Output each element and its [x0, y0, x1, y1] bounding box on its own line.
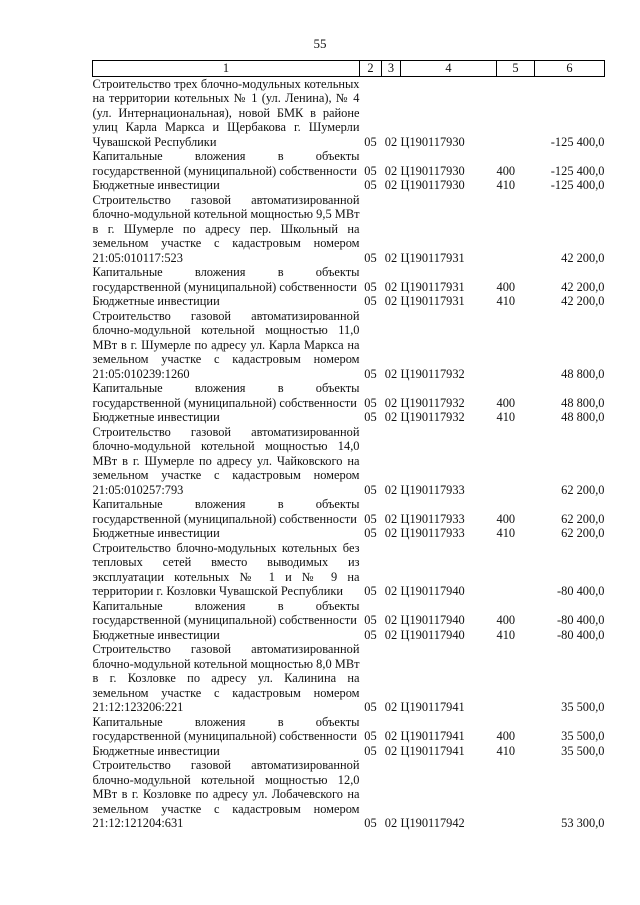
table-row: [93, 497, 605, 526]
row-amount-cell: 48 800,0: [561, 410, 605, 424]
row-subsection-cell: 02: [384, 134, 398, 149]
row-code-cell: Ц190117940: [400, 627, 465, 642]
row-name-cell: Строительство трех блочно-модульных котельных на территории котельных № 1 (ул. Ленина), № 4 (ул. Интернациональная), новой БМК в районе улиц Карла Маркса и Щербакова г. Шумерли Чувашской Республики: [92, 76, 360, 149]
row-name-cell: Капитальные вложения в объекты государственной (муниципальной) собственности: [92, 598, 360, 627]
row-subsection-cell: 02: [384, 729, 398, 743]
row-subsection-cell: 02: [384, 816, 398, 830]
row-section-cell: 05: [364, 294, 377, 308]
row-subsection-cell: 02: [384, 627, 398, 642]
row-code-cell: Ц190117930: [400, 163, 465, 178]
row-section-cell: 05: [364, 482, 377, 497]
row-section-cell: 05: [364, 134, 377, 149]
row-name-cell: Бюджетные инвестиции: [92, 743, 220, 758]
row-expense-type-cell: 400: [496, 613, 516, 627]
table-row: [93, 309, 605, 382]
row-subsection-cell: 02: [384, 613, 398, 627]
table-row: [93, 425, 605, 498]
row-amount-cell: 42 200,0: [561, 279, 605, 294]
row-amount-cell: 42 200,0: [561, 294, 605, 308]
row-code-cell: Ц190117942: [400, 816, 465, 830]
row-expense-type-cell: [497, 541, 535, 599]
row-amount-cell: 62 200,0: [561, 482, 605, 497]
row-code-cell: Ц190117930: [400, 134, 465, 149]
row-amount-cell: 42 200,0: [561, 250, 605, 265]
row-expense-type-cell: [497, 309, 535, 382]
row-name-cell: Капитальные вложения в объекты государственной (муниципальной) собственности: [92, 497, 360, 526]
row-code-cell: Ц190117930: [400, 178, 465, 192]
header-cell: 2: [360, 61, 382, 77]
row-section-cell: 05: [364, 613, 377, 627]
row-code-cell: Ц190117931: [400, 250, 465, 265]
row-code-cell: Ц190117932: [400, 410, 465, 424]
row-subsection-cell: 02: [384, 482, 398, 497]
row-expense-type-cell: 400: [496, 279, 516, 294]
row-name-cell: Капитальные вложения в объекты государственной (муниципальной) собственности: [92, 381, 360, 410]
row-code-cell: Ц190117932: [400, 366, 465, 381]
row-section-cell: 05: [364, 279, 377, 294]
row-code-cell: Ц190117941: [400, 700, 465, 714]
table-row: [93, 715, 605, 744]
table-row: [93, 599, 605, 628]
row-subsection-cell: 02: [384, 178, 398, 192]
row-subsection-cell: 02: [384, 526, 398, 540]
row-name-cell: Строительство газовой автоматизированной блочно-модульной котельной мощностью 9,5 МВт в г. Шумерле по адресу пер. Школьный на земельном участке с кадастровым номером 21:05:010117:523: [92, 192, 360, 265]
row-name-cell: Капитальные вложения в объекты государственной (муниципальной) собственности: [92, 714, 360, 743]
row-amount-cell: 53 300,0: [561, 816, 605, 830]
table-row: [93, 178, 605, 193]
header-cell: 5: [497, 61, 535, 77]
table-row: [93, 628, 605, 643]
row-expense-type-cell: 410: [496, 743, 516, 758]
row-expense-type-cell: 410: [496, 526, 516, 540]
row-section-cell: 05: [364, 743, 377, 758]
row-expense-type-cell: 410: [496, 410, 516, 424]
row-expense-type-cell: 410: [496, 178, 516, 192]
row-subsection-cell: 02: [384, 395, 398, 410]
row-name-cell: Капитальные вложения в объекты государственной (муниципальной) собственности: [92, 149, 360, 178]
row-subsection-cell: 02: [384, 163, 398, 178]
row-code-cell: Ц190117931: [400, 294, 465, 308]
row-section-cell: 05: [364, 700, 377, 714]
row-name-cell: Строительство газовой автоматизированной блочно-модульной котельной мощностью 8,0 МВт в г. Козловке по адресу ул. Калинина на земельном участке с кадастровым номером 21:12:123206:221: [92, 642, 360, 714]
row-section-cell: 05: [364, 410, 377, 424]
row-subsection-cell: 02: [384, 279, 398, 294]
row-amount-cell: -125 400,0: [550, 178, 605, 192]
row-amount-cell: -80 400,0: [557, 584, 605, 598]
row-expense-type-cell: 400: [496, 395, 516, 410]
row-amount-cell: 48 800,0: [561, 366, 605, 381]
row-expense-type-cell: [497, 76, 535, 149]
row-code-cell: Ц190117940: [400, 613, 465, 627]
row-section-cell: 05: [364, 627, 377, 642]
row-section-cell: 05: [364, 366, 377, 381]
row-amount-cell: 35 500,0: [561, 700, 605, 714]
row-amount-cell: -80 400,0: [557, 627, 605, 642]
row-amount-cell: 62 200,0: [561, 511, 605, 526]
row-code-cell: Ц190117932: [400, 395, 465, 410]
row-section-cell: 05: [364, 395, 377, 410]
table-header-row: [93, 61, 605, 77]
row-section-cell: 05: [364, 178, 377, 192]
row-code-cell: Ц190117931: [400, 279, 465, 294]
header-cell: 4: [401, 61, 497, 77]
row-expense-type-cell: [497, 425, 535, 498]
row-code-cell: Ц190117933: [400, 482, 465, 497]
row-name-cell: Строительство газовой автоматизированной блочно-модульной котельной мощностью 11,0 МВт в г. Шумерле по адресу ул. Карла Маркса на земельном участке с кадастровым номером 21:05:010239:1260: [92, 308, 360, 381]
row-name-cell: Строительство блочно-модульных котельных без тепловых сетей вместо выводимых из эксплуатации котельных № 1 и № 9 на территории г. Козловки Чувашской Республики: [92, 540, 360, 598]
row-subsection-cell: 02: [384, 743, 398, 758]
table-row: [93, 149, 605, 178]
row-section-cell: 05: [364, 729, 377, 743]
row-expense-type-cell: [497, 642, 535, 715]
table-row: [93, 410, 605, 425]
row-subsection-cell: 02: [384, 250, 398, 265]
row-name-cell: Бюджетные инвестиции: [92, 526, 220, 540]
row-section-cell: 05: [364, 163, 377, 178]
row-name-cell: Бюджетные инвестиции: [92, 178, 220, 192]
table-row: [93, 744, 605, 759]
row-name-cell: Капитальные вложения в объекты государственной (муниципальной) собственности: [92, 265, 360, 294]
table-row: [93, 193, 605, 266]
table-row: [93, 642, 605, 715]
row-code-cell: Ц190117941: [400, 743, 465, 758]
row-amount-cell: -125 400,0: [550, 134, 605, 149]
row-expense-type-cell: [497, 193, 535, 266]
table-row: [93, 758, 605, 831]
row-amount-cell: -80 400,0: [557, 613, 605, 627]
row-subsection-cell: 02: [384, 410, 398, 424]
row-expense-type-cell: 400: [496, 511, 516, 526]
table-row: [93, 381, 605, 410]
row-subsection-cell: 02: [384, 366, 398, 381]
row-subsection-cell: 02: [384, 511, 398, 526]
row-subsection-cell: 02: [384, 294, 398, 308]
row-expense-type-cell: 410: [496, 294, 516, 308]
row-section-cell: 05: [364, 511, 377, 526]
row-name-cell: Бюджетные инвестиции: [92, 294, 220, 308]
row-amount-cell: -125 400,0: [550, 163, 605, 178]
header-cell: 1: [93, 61, 360, 77]
header-cell: 3: [382, 61, 401, 77]
table-row: [93, 76, 605, 149]
row-code-cell: Ц190117940: [400, 584, 465, 598]
row-amount-cell: 62 200,0: [561, 526, 605, 540]
row-name-cell: Бюджетные инвестиции: [92, 627, 220, 642]
row-code-cell: Ц190117941: [400, 729, 465, 743]
row-name-cell: Строительство газовой автоматизированной блочно-модульной котельной мощностью 14,0 МВт в г. Шумерле по адресу ул. Чайковского на земельном участке с кадастровым номером 21:05:010257:793: [92, 424, 360, 497]
row-name-cell: Бюджетные инвестиции: [92, 410, 220, 424]
budget-table: [92, 60, 605, 831]
row-section-cell: 05: [364, 526, 377, 540]
row-name-cell: Строительство газовой автоматизированной блочно-модульной котельной мощностью 12,0 МВт в г. Козловке по адресу ул. Лобачевского на земельном участке с кадастровым номером 21:12:121204:631: [92, 758, 360, 830]
row-code-cell: Ц190117933: [400, 511, 465, 526]
header-cell: 6: [535, 61, 605, 77]
row-amount-cell: 48 800,0: [561, 395, 605, 410]
row-expense-type-cell: 400: [496, 163, 516, 178]
row-expense-type-cell: 410: [496, 627, 516, 642]
row-expense-type-cell: 400: [496, 729, 516, 743]
table-row: [93, 294, 605, 309]
row-expense-type-cell: [497, 758, 535, 831]
row-subsection-cell: 02: [384, 584, 398, 598]
page-number: 55: [313, 36, 327, 51]
row-section-cell: 05: [364, 816, 377, 830]
table-row: [93, 541, 605, 599]
row-section-cell: 05: [364, 584, 377, 598]
table-body: [93, 76, 605, 831]
table-row: [93, 526, 605, 541]
table-row: [93, 265, 605, 294]
row-code-cell: Ц190117933: [400, 526, 465, 540]
row-subsection-cell: 02: [384, 700, 398, 714]
row-section-cell: 05: [364, 250, 377, 265]
row-amount-cell: 35 500,0: [561, 743, 605, 758]
row-amount-cell: 35 500,0: [561, 729, 605, 743]
